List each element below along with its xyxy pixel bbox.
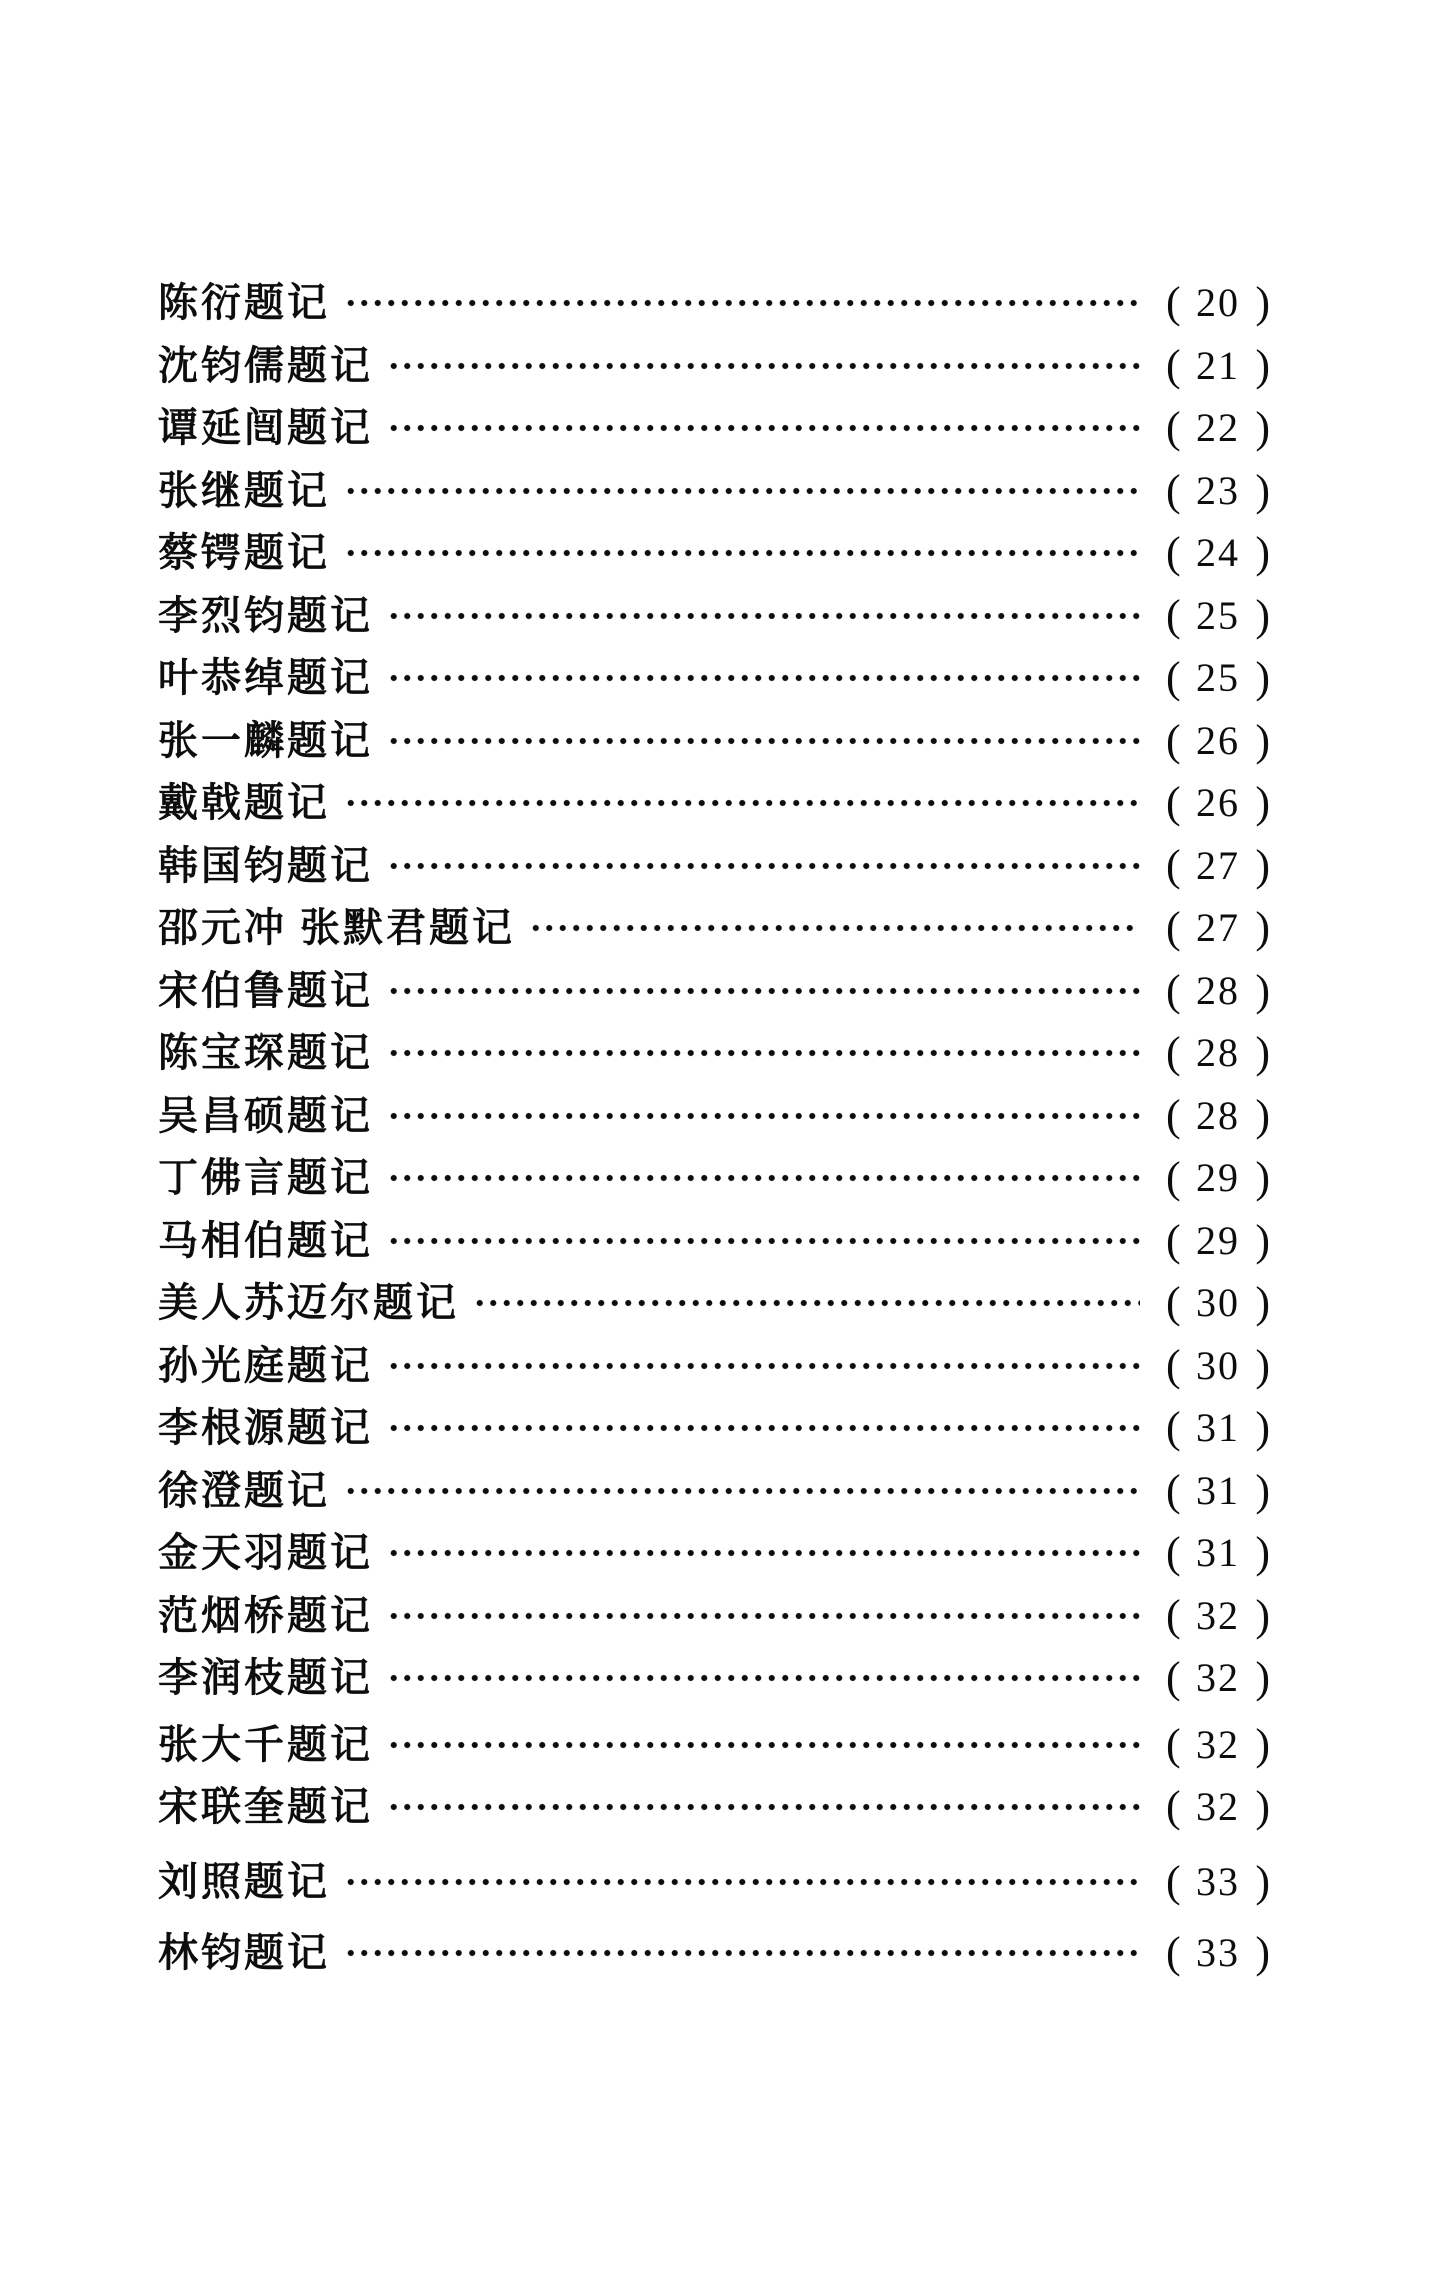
toc-entry-row [158, 1585, 1270, 1648]
toc-entry-page [1166, 778, 1270, 828]
toc-entry-page [1166, 840, 1270, 890]
toc-entry-page [1166, 1528, 1270, 1578]
toc-entry-row [158, 1460, 1270, 1523]
open-paren: ( [1166, 1153, 1181, 1203]
toc-entry-row [158, 1147, 1270, 1210]
toc-entry-page [1166, 1782, 1270, 1832]
toc-entry-page [1166, 965, 1270, 1015]
open-paren: ( [1166, 903, 1181, 953]
toc-entry-row [158, 1922, 1270, 1985]
toc-entry-page [1166, 465, 1270, 515]
toc-entry-row [158, 272, 1270, 335]
toc-entry-page-number: 21 [1196, 342, 1240, 388]
open-paren: ( [1166, 653, 1181, 703]
toc-entry-row [158, 835, 1270, 898]
toc-entry-page-number: 28 [1196, 1092, 1240, 1138]
toc-entry-title: 张继题记 [158, 467, 330, 513]
toc-entry-row [158, 1022, 1270, 1085]
toc-entry-page-number: 26 [1196, 717, 1240, 763]
toc-entry-title: 刘照题记 [158, 1858, 330, 1904]
dot-leader [387, 1085, 1140, 1148]
toc-entry-title: 张一麟题记 [158, 717, 373, 763]
dot-leader [344, 1922, 1140, 1985]
toc-entry-page-number: 33 [1196, 1930, 1240, 1976]
toc-entry-page [1166, 590, 1270, 640]
open-paren: ( [1166, 465, 1181, 515]
toc-entry-page [1166, 903, 1270, 953]
toc-entry-title: 李根源题记 [158, 1405, 373, 1451]
close-paren: ) [1255, 1465, 1270, 1515]
close-paren: ) [1255, 278, 1270, 328]
dot-leader [387, 335, 1140, 398]
open-paren: ( [1166, 1090, 1181, 1140]
toc-entry-title: 宋联奎题记 [158, 1784, 373, 1830]
toc-entry-title: 吴昌硕题记 [158, 1092, 373, 1138]
toc-entry-title: 孙光庭题记 [158, 1342, 373, 1388]
toc-entry-title: 陈宝琛题记 [158, 1030, 373, 1076]
toc-entry-page-number: 30 [1196, 1342, 1240, 1388]
toc-entry-page-number: 32 [1196, 1721, 1240, 1767]
toc-entry-title: 美人苏迈尔题记 [158, 1280, 459, 1326]
close-paren: ) [1255, 465, 1270, 515]
close-paren: ) [1255, 1719, 1270, 1769]
toc-entry-page [1166, 1278, 1270, 1328]
close-paren: ) [1255, 528, 1270, 578]
toc-entry-page [1166, 1403, 1270, 1453]
toc-entry-row [158, 1335, 1270, 1398]
open-paren: ( [1166, 278, 1181, 328]
open-paren: ( [1166, 965, 1181, 1015]
toc-entry-page-number: 32 [1196, 1655, 1240, 1701]
toc-entry-page [1166, 715, 1270, 765]
close-paren: ) [1255, 840, 1270, 890]
toc-entry-row [158, 1776, 1270, 1839]
toc-entry-page [1166, 1928, 1270, 1978]
close-paren: ) [1255, 1403, 1270, 1453]
open-paren: ( [1166, 340, 1181, 390]
close-paren: ) [1255, 1928, 1270, 1978]
toc-entry-page [1166, 340, 1270, 390]
toc-entry-page-number: 32 [1196, 1784, 1240, 1830]
close-paren: ) [1255, 1782, 1270, 1832]
toc-entry-row [158, 585, 1270, 648]
toc-entry-row [158, 522, 1270, 585]
toc-entry-page [1166, 1028, 1270, 1078]
toc-entry-title: 林钧题记 [158, 1930, 330, 1976]
toc-entry-title: 戴戟题记 [158, 780, 330, 826]
toc-entry-page-number: 32 [1196, 1592, 1240, 1638]
toc-entry-title: 谭延闿题记 [158, 405, 373, 451]
close-paren: ) [1255, 903, 1270, 953]
toc-entry-page-number: 20 [1196, 280, 1240, 326]
dot-leader [387, 1647, 1140, 1710]
dot-leader [387, 1022, 1140, 1085]
open-paren: ( [1166, 1856, 1181, 1906]
open-paren: ( [1166, 1215, 1181, 1265]
close-paren: ) [1255, 715, 1270, 765]
toc-entry-page-number: 27 [1196, 842, 1240, 888]
toc-entry-row [158, 1714, 1270, 1777]
dot-leader [387, 1147, 1140, 1210]
toc-entry-title: 宋伯鲁题记 [158, 967, 373, 1013]
toc-entry-page-number: 24 [1196, 530, 1240, 576]
open-paren: ( [1166, 590, 1181, 640]
close-paren: ) [1255, 778, 1270, 828]
open-paren: ( [1166, 1590, 1181, 1640]
toc-entry-page [1166, 278, 1270, 328]
toc-entry-page-number: 27 [1196, 905, 1240, 951]
dot-leader [387, 647, 1140, 710]
toc-entry-row [158, 1272, 1270, 1335]
open-paren: ( [1166, 715, 1181, 765]
dot-leader [387, 1397, 1140, 1460]
dot-leader [344, 522, 1140, 585]
close-paren: ) [1255, 403, 1270, 453]
toc-entry-page-number: 30 [1196, 1280, 1240, 1326]
dot-leader [387, 1522, 1140, 1585]
dot-leader [387, 1210, 1140, 1273]
toc-entry-page-number: 23 [1196, 467, 1240, 513]
dot-leader [387, 1714, 1140, 1777]
toc-entry-row [158, 897, 1270, 960]
toc-entry-page [1166, 403, 1270, 453]
dot-leader [387, 1776, 1140, 1839]
toc-entry-row [158, 1397, 1270, 1460]
open-paren: ( [1166, 1278, 1181, 1328]
open-paren: ( [1166, 1403, 1181, 1453]
open-paren: ( [1166, 403, 1181, 453]
close-paren: ) [1255, 1153, 1270, 1203]
toc-entry-page [1166, 1653, 1270, 1703]
close-paren: ) [1255, 1215, 1270, 1265]
toc-entry-title: 徐澄题记 [158, 1467, 330, 1513]
close-paren: ) [1255, 1278, 1270, 1328]
dot-leader [473, 1272, 1140, 1335]
close-paren: ) [1255, 1028, 1270, 1078]
dot-leader [344, 1460, 1140, 1523]
dot-leader [387, 710, 1140, 773]
toc-entry-title: 邵元冲 张默君题记 [158, 905, 515, 951]
toc-entry-row [158, 1647, 1270, 1710]
dot-leader [387, 1585, 1140, 1648]
toc-entry-row [158, 335, 1270, 398]
toc-entry-page-number: 28 [1196, 967, 1240, 1013]
toc-entry-page-number: 25 [1196, 655, 1240, 701]
toc-entry-title: 李润枝题记 [158, 1655, 373, 1701]
toc-entry-page-number: 28 [1196, 1030, 1240, 1076]
open-paren: ( [1166, 1340, 1181, 1390]
toc-entry-page [1166, 1153, 1270, 1203]
open-paren: ( [1166, 528, 1181, 578]
toc-entry-page [1166, 1856, 1270, 1906]
close-paren: ) [1255, 1528, 1270, 1578]
toc-entry-page [1166, 653, 1270, 703]
toc-entry-page [1166, 1465, 1270, 1515]
toc-entry-page-number: 26 [1196, 780, 1240, 826]
dot-leader [387, 585, 1140, 648]
toc-entry-row [158, 647, 1270, 710]
toc-entry-title: 丁佛言题记 [158, 1155, 373, 1201]
toc-entry-title: 叶恭绰题记 [158, 655, 373, 701]
dot-leader [344, 772, 1140, 835]
toc-entry-title: 陈衍题记 [158, 280, 330, 326]
toc-entry-row [158, 1085, 1270, 1148]
open-paren: ( [1166, 778, 1181, 828]
close-paren: ) [1255, 653, 1270, 703]
toc-entry-title: 马相伯题记 [158, 1217, 373, 1263]
toc-entry-page [1166, 528, 1270, 578]
dot-leader [529, 897, 1140, 960]
open-paren: ( [1166, 1465, 1181, 1515]
close-paren: ) [1255, 1653, 1270, 1703]
toc-entry-page-number: 25 [1196, 592, 1240, 638]
open-paren: ( [1166, 1782, 1181, 1832]
open-paren: ( [1166, 1528, 1181, 1578]
close-paren: ) [1255, 965, 1270, 1015]
open-paren: ( [1166, 840, 1181, 890]
dot-leader [387, 397, 1140, 460]
toc-entry-title: 金天羽题记 [158, 1530, 373, 1576]
toc-entry-title: 韩国钧题记 [158, 842, 373, 888]
toc-entry-row [158, 1210, 1270, 1273]
open-paren: ( [1166, 1028, 1181, 1078]
toc-entry-page [1166, 1719, 1270, 1769]
toc-entry-page-number: 29 [1196, 1155, 1240, 1201]
close-paren: ) [1255, 340, 1270, 390]
toc-entry-row [158, 960, 1270, 1023]
dot-leader [344, 272, 1140, 335]
toc-entry-page [1166, 1215, 1270, 1265]
dot-leader [344, 460, 1140, 523]
toc-entry-title: 李烈钧题记 [158, 592, 373, 638]
close-paren: ) [1255, 1340, 1270, 1390]
toc-entry-title: 范烟桥题记 [158, 1592, 373, 1638]
toc-entry-row [158, 710, 1270, 773]
toc-entry-page [1166, 1340, 1270, 1390]
toc-entry-page [1166, 1090, 1270, 1140]
toc-entry-title: 沈钧儒题记 [158, 342, 373, 388]
toc-entry-page-number: 31 [1196, 1467, 1240, 1513]
toc-entry-row [158, 1851, 1270, 1914]
dot-leader [387, 1335, 1140, 1398]
open-paren: ( [1166, 1719, 1181, 1769]
toc-entry-page-number: 31 [1196, 1530, 1240, 1576]
toc-entry-row [158, 772, 1270, 835]
toc-entry-row [158, 460, 1270, 523]
toc-entry-row [158, 1522, 1270, 1585]
toc-entry-page-number: 31 [1196, 1405, 1240, 1451]
toc-entry-title: 张大千题记 [158, 1721, 373, 1767]
toc-entry-title: 蔡锷题记 [158, 530, 330, 576]
dot-leader [387, 835, 1140, 898]
close-paren: ) [1255, 1856, 1270, 1906]
open-paren: ( [1166, 1928, 1181, 1978]
toc-entry-row [158, 397, 1270, 460]
close-paren: ) [1255, 590, 1270, 640]
dot-leader [387, 960, 1140, 1023]
open-paren: ( [1166, 1653, 1181, 1703]
toc-entry-page [1166, 1590, 1270, 1640]
toc-entry-page-number: 22 [1196, 405, 1240, 451]
toc-entry-page-number: 33 [1196, 1858, 1240, 1904]
toc-entry-page-number: 29 [1196, 1217, 1240, 1263]
dot-leader [344, 1851, 1140, 1914]
close-paren: ) [1255, 1090, 1270, 1140]
close-paren: ) [1255, 1590, 1270, 1640]
